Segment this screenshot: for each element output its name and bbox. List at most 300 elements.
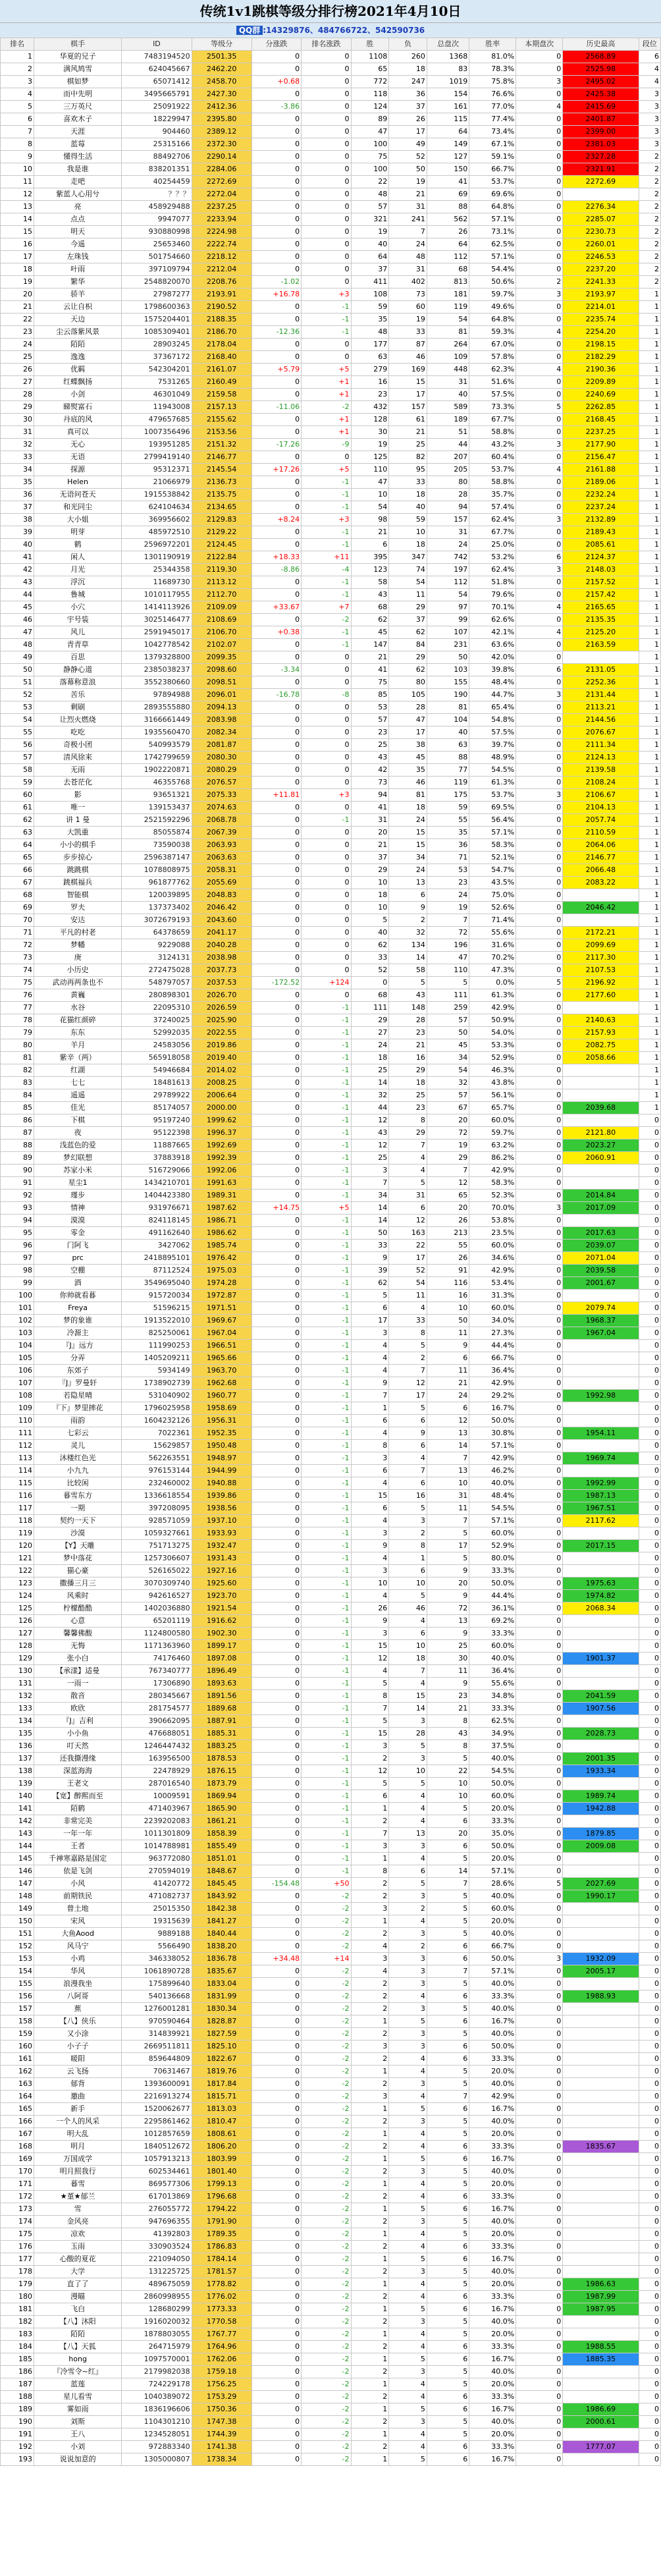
table-row[interactable] [1,188,661,201]
table-row[interactable] [1,2278,661,2291]
table-row[interactable] [1,1152,661,1165]
player-name[interactable]: 青青草 [34,639,122,651]
player-name[interactable]: 浮沉 [34,576,122,589]
player-name[interactable]: 平凡的村老 [34,927,122,939]
table-row[interactable] [1,1552,661,1565]
table-row[interactable] [1,1953,661,1965]
table-row[interactable] [1,2241,661,2253]
player-name[interactable]: ★堇★郁兰 [34,2191,122,2203]
table-row[interactable] [1,902,661,914]
player-name[interactable]: 邀曲 [34,2091,122,2103]
column-header-id[interactable]: ID [122,38,192,51]
table-row[interactable] [1,1540,661,1552]
table-row[interactable] [1,789,661,802]
table-row[interactable] [1,213,661,226]
table-row[interactable] [1,339,661,351]
player-name[interactable]: 蓝莓 [34,138,122,151]
player-name[interactable]: 沙漠 [34,1527,122,1540]
column-header-level[interactable]: 段位 [639,38,660,51]
column-header-wins[interactable]: 胜 [351,38,389,51]
player-name[interactable]: 让烈火燃烧 [34,714,122,726]
player-name[interactable]: 走吧 [34,176,122,188]
player-name[interactable]: 无心 [34,439,122,451]
table-row[interactable] [1,138,661,151]
table-row[interactable] [1,2028,661,2041]
table-row[interactable] [1,426,661,439]
player-name[interactable]: 小鸡 [34,1953,122,1965]
table-row[interactable] [1,2116,661,2128]
player-name[interactable]: 静静心道 [34,664,122,676]
table-row[interactable] [1,939,661,952]
table-row[interactable] [1,1014,661,1027]
table-row[interactable] [1,2153,661,2166]
table-row[interactable] [1,1628,661,1640]
table-row[interactable] [1,226,661,238]
player-name[interactable]: 棋如梦 [34,76,122,88]
table-row[interactable] [1,2053,661,2066]
player-name[interactable]: 满风鸠雪 [34,63,122,76]
table-row[interactable] [1,777,661,789]
table-row[interactable] [1,401,661,414]
table-row[interactable] [1,1252,661,1265]
player-name[interactable]: 蕉 [34,2003,122,2015]
table-row[interactable] [1,2403,661,2416]
column-header-period-games[interactable]: 本期盘次 [516,38,563,51]
table-row[interactable] [1,2378,661,2391]
player-name[interactable]: 小剑 [34,389,122,401]
player-name[interactable]: 喜欢木子 [34,113,122,126]
player-name[interactable]: 影 [34,789,122,802]
player-name[interactable]: 王八 [34,2428,122,2441]
table-row[interactable] [1,2341,661,2353]
table-row[interactable] [1,964,661,977]
player-name[interactable]: 明芽 [34,526,122,539]
player-name[interactable]: 小穴 [34,601,122,614]
player-name[interactable]: 飞白 [34,2303,122,2316]
player-name[interactable]: 夜 [34,1127,122,1139]
player-name[interactable]: 清风徐来 [34,752,122,764]
table-row[interactable] [1,351,661,364]
table-row[interactable] [1,1665,661,1678]
player-name[interactable]: 凉欢 [34,2228,122,2241]
table-row[interactable] [1,1102,661,1114]
player-name[interactable]: 云飞扬 [34,2066,122,2078]
player-name[interactable]: 东郊子 [34,1365,122,1377]
table-row[interactable] [1,2316,661,2328]
player-name[interactable]: 梦的象谁 [34,1315,122,1327]
player-name[interactable]: 七七 [34,1077,122,1089]
player-name[interactable]: 梦幻联想 [34,1152,122,1165]
table-row[interactable] [1,1240,661,1252]
column-header-rank-change[interactable]: 排名涨跌 [302,38,351,51]
table-row[interactable] [1,651,661,664]
player-name[interactable]: 【Y】天雕 [34,1540,122,1552]
player-name[interactable]: 小历史 [34,964,122,977]
player-name[interactable]: 酒 [34,1277,122,1290]
player-name[interactable]: 还我撕漫缘 [34,1753,122,1765]
player-name[interactable]: 玉雨 [34,2241,122,2253]
player-name[interactable]: 非常完美 [34,1815,122,1828]
table-row[interactable] [1,514,661,526]
table-row[interactable] [1,1465,661,1477]
player-name[interactable]: 心意 [34,1615,122,1628]
table-row[interactable] [1,389,661,401]
player-name[interactable]: 闲人 [34,551,122,564]
player-name[interactable]: 唯一 [34,802,122,814]
player-name[interactable]: 大学 [34,2266,122,2278]
player-name[interactable]: 奇极小团 [34,739,122,752]
player-name[interactable]: 散音 [34,1690,122,1703]
player-name[interactable]: 漫瞄 [34,2291,122,2303]
player-name[interactable]: 三万英尺 [34,101,122,113]
table-row[interactable] [1,2015,661,2028]
player-name[interactable]: 浅蓝色的爱 [34,1139,122,1152]
table-row[interactable] [1,689,661,701]
player-name[interactable]: 亮 [34,201,122,213]
player-name[interactable]: 宋风 [34,1915,122,1928]
table-row[interactable] [1,1089,661,1102]
table-row[interactable] [1,1327,661,1340]
player-name[interactable]: 步步掠心 [34,852,122,864]
player-name[interactable]: 风儿 [34,626,122,639]
table-row[interactable] [1,451,661,464]
player-name[interactable]: 无雨 [34,764,122,777]
player-name[interactable]: 猫心豪 [34,1565,122,1577]
table-row[interactable] [1,1227,661,1240]
player-name[interactable]: 柠檬酷酷 [34,1603,122,1615]
table-row[interactable] [1,952,661,964]
player-name[interactable]: 又小涂 [34,2028,122,2041]
table-row[interactable] [1,2266,661,2278]
player-name[interactable]: 【承漾】适曼 [34,1665,122,1678]
table-row[interactable] [1,2216,661,2228]
player-name[interactable]: 暮雪 [34,2178,122,2191]
table-row[interactable] [1,501,661,514]
table-row[interactable] [1,1390,661,1402]
player-name[interactable]: 百思 [34,651,122,664]
table-row[interactable] [1,101,661,113]
player-name[interactable]: 暖阳 [34,2053,122,2066]
table-row[interactable] [1,1440,661,1452]
player-name[interactable]: 点点 [34,213,122,226]
column-header-losses[interactable]: 负 [389,38,427,51]
player-name[interactable]: 宇号装 [34,614,122,626]
table-row[interactable] [1,852,661,864]
table-row[interactable] [1,1002,661,1014]
player-name[interactable]: 小子子 [34,2041,122,2053]
player-name[interactable]: 【八】天狐 [34,2341,122,2353]
player-name[interactable]: 一期 [34,1502,122,1515]
player-name[interactable]: 天边 [34,314,122,326]
table-row[interactable] [1,1039,661,1052]
table-row[interactable] [1,1603,661,1615]
table-row[interactable] [1,2366,661,2378]
player-name[interactable]: 睇熨富石 [34,401,122,414]
player-name[interactable]: 大小姐 [34,514,122,526]
table-row[interactable] [1,1502,661,1515]
player-name[interactable]: 直了了 [34,2278,122,2291]
player-name[interactable]: 『J』罗曼轩 [34,1377,122,1390]
player-name[interactable]: 一个人的风采 [34,2116,122,2128]
player-name[interactable]: 门阿飞 [34,1240,122,1252]
player-name[interactable]: 遥遥 [34,1089,122,1102]
player-name[interactable]: 东东 [34,1027,122,1039]
player-name[interactable]: 鲁城 [34,589,122,601]
table-row[interactable] [1,1590,661,1603]
table-row[interactable] [1,2078,661,2091]
table-row[interactable] [1,752,661,764]
table-row[interactable] [1,526,661,539]
table-row[interactable] [1,1415,661,1427]
player-name[interactable]: 风马宁 [34,1940,122,1953]
table-row[interactable] [1,2203,661,2216]
player-name[interactable]: 刘斯 [34,2416,122,2428]
player-name[interactable]: 前期铁民 [34,1890,122,1903]
table-row[interactable] [1,1165,661,1177]
player-name[interactable]: 星儿看雪 [34,2391,122,2403]
player-name[interactable]: 馨馨佛酸 [34,1628,122,1640]
table-row[interactable] [1,288,661,301]
player-name[interactable]: 『下』梦里摔花 [34,1402,122,1415]
table-row[interactable] [1,1965,661,1978]
player-name[interactable]: 『J』远方 [34,1340,122,1352]
table-row[interactable] [1,2103,661,2116]
player-name[interactable]: 明月照我行 [34,2166,122,2178]
table-row[interactable] [1,238,661,251]
player-name[interactable]: 若隐星晴 [34,1390,122,1402]
player-name[interactable]: 罗夫 [34,902,122,914]
table-row[interactable] [1,564,661,576]
table-row[interactable] [1,1790,661,1803]
column-header-score-change[interactable]: 分涨跌 [251,38,301,51]
player-name[interactable]: Helen [34,476,122,489]
table-row[interactable] [1,1177,661,1190]
player-name[interactable]: 紫蓝人心用兮 [34,188,122,201]
table-row[interactable] [1,601,661,614]
player-name[interactable]: 暮雪东方 [34,1490,122,1502]
table-row[interactable] [1,1202,661,1215]
player-name[interactable]: 零金 [34,1227,122,1240]
table-row[interactable] [1,1265,661,1277]
table-row[interactable] [1,2191,661,2203]
player-name[interactable]: 跳棋福兵 [34,877,122,889]
player-name[interactable]: 新手 [34,2103,122,2116]
table-row[interactable] [1,276,661,288]
table-row[interactable] [1,1064,661,1077]
player-name[interactable]: 月光 [34,564,122,576]
player-name[interactable]: 佳光 [34,1102,122,1114]
table-row[interactable] [1,301,661,314]
player-name[interactable]: 小九九 [34,1465,122,1477]
table-row[interactable] [1,2453,661,2466]
player-name[interactable]: 曾土地 [34,1903,122,1915]
table-row[interactable] [1,701,661,714]
player-name[interactable]: 小小鱼 [34,1728,122,1740]
table-row[interactable] [1,1903,661,1915]
player-name[interactable]: 金风亮 [34,2216,122,2228]
player-name[interactable]: 无语 [34,451,122,464]
table-row[interactable] [1,63,661,76]
player-name[interactable]: 红蝶飘扬 [34,376,122,389]
player-name[interactable]: 比较闲 [34,1477,122,1490]
player-name[interactable]: 落幕称意浪 [34,676,122,689]
table-row[interactable] [1,314,661,326]
player-name[interactable]: 情神 [34,1202,122,1215]
table-row[interactable] [1,76,661,88]
player-name[interactable]: 契约一天下 [34,1515,122,1527]
player-name[interactable]: 武动再两条也不 [34,977,122,989]
player-name[interactable]: 『冷雪令~红』 [34,2366,122,2378]
player-name[interactable]: 去苍茫化 [34,777,122,789]
table-row[interactable] [1,626,661,639]
table-row[interactable] [1,113,661,126]
player-name[interactable]: 蓝莲 [34,2378,122,2391]
table-row[interactable] [1,1477,661,1490]
player-name[interactable]: 小小的棋手 [34,839,122,852]
player-name[interactable]: 梦中落花 [34,1552,122,1565]
table-row[interactable] [1,2178,661,2191]
table-row[interactable] [1,2091,661,2103]
table-row[interactable] [1,1577,661,1590]
table-row[interactable] [1,827,661,839]
table-row[interactable] [1,814,661,827]
player-name[interactable]: 明天 [34,226,122,238]
player-name[interactable]: 【八】侠乐 [34,2015,122,2028]
player-name[interactable]: 千禅寒嘉路是国定 [34,1853,122,1865]
table-row[interactable] [1,1302,661,1315]
table-row[interactable] [1,1940,661,1953]
table-row[interactable] [1,2303,661,2316]
player-name[interactable]: 灵儿 [34,1440,122,1452]
player-name[interactable]: 明大乱 [34,2128,122,2141]
player-name[interactable]: 大凯重 [34,827,122,839]
table-row[interactable] [1,1928,661,1940]
table-row[interactable] [1,2066,661,2078]
table-row[interactable] [1,1139,661,1152]
player-name[interactable]: 星尘1 [34,1177,122,1190]
table-row[interactable] [1,1215,661,1227]
table-row[interactable] [1,1890,661,1903]
player-name[interactable]: 八阿哥 [34,1990,122,2003]
player-name[interactable]: 叶雨 [34,263,122,276]
player-name[interactable]: prc [34,1252,122,1265]
table-row[interactable] [1,1452,661,1465]
table-row[interactable] [1,739,661,752]
table-row[interactable] [1,439,661,451]
table-row[interactable] [1,539,661,551]
player-name[interactable]: 华夏的兄子 [34,51,122,63]
table-row[interactable] [1,1740,661,1753]
player-name[interactable]: 真可以 [34,426,122,439]
player-name[interactable]: 苦乐 [34,689,122,701]
table-row[interactable] [1,1402,661,1415]
column-header-score[interactable]: 等级分 [192,38,251,51]
table-row[interactable] [1,839,661,852]
table-row[interactable] [1,2041,661,2053]
player-name[interactable]: 逸逸 [34,351,122,364]
table-row[interactable] [1,163,661,176]
table-row[interactable] [1,714,661,726]
player-name[interactable]: 丹底的风 [34,414,122,426]
table-row[interactable] [1,1978,661,1990]
table-row[interactable] [1,802,661,814]
player-name[interactable]: 探源 [34,464,122,476]
player-name[interactable]: 欧欣 [34,1703,122,1715]
player-name[interactable]: 风乘时 [34,1590,122,1603]
player-name[interactable]: 华风 [34,1965,122,1978]
table-row[interactable] [1,1527,661,1540]
player-name[interactable]: 陌陌 [34,339,122,351]
table-row[interactable] [1,1565,661,1577]
column-header-total-games[interactable]: 总盘次 [427,38,469,51]
player-name[interactable]: 郁背 [34,2078,122,2091]
table-row[interactable] [1,1340,661,1352]
table-row[interactable] [1,1803,661,1815]
table-row[interactable] [1,1352,661,1365]
player-name[interactable]: 撒播三月三 [34,1577,122,1590]
table-row[interactable] [1,2291,661,2303]
table-row[interactable] [1,1853,661,1865]
table-row[interactable] [1,88,661,101]
player-name[interactable]: 依是飞剑 [34,1865,122,1878]
table-row[interactable] [1,2353,661,2366]
table-row[interactable] [1,126,661,138]
player-name[interactable]: 陌陌 [34,2328,122,2341]
player-name[interactable]: 瑾步 [34,1190,122,1202]
player-name[interactable]: 水谷 [34,1002,122,1014]
table-row[interactable] [1,364,661,376]
player-name[interactable]: 王者 [34,1840,122,1853]
table-row[interactable] [1,639,661,651]
table-row[interactable] [1,1878,661,1890]
player-name[interactable]: 万国成学 [34,2153,122,2166]
table-row[interactable] [1,864,661,877]
table-row[interactable] [1,2228,661,2241]
table-row[interactable] [1,2416,661,2428]
table-row[interactable] [1,2128,661,2141]
column-header-historical-best[interactable]: 历史最高 [563,38,639,51]
table-row[interactable] [1,1077,661,1089]
column-header-player[interactable]: 棋手 [34,38,122,51]
table-row[interactable] [1,889,661,902]
table-row[interactable] [1,1427,661,1440]
player-name[interactable]: 云让自枳 [34,301,122,314]
table-row[interactable] [1,1027,661,1039]
player-name[interactable]: 陌鹤 [34,1803,122,1815]
table-row[interactable] [1,614,661,626]
table-row[interactable] [1,151,661,163]
player-name[interactable]: 雪 [34,2203,122,2216]
player-name[interactable]: 无悔 [34,1640,122,1653]
table-row[interactable] [1,251,661,263]
player-name[interactable]: 跳跳棋 [34,864,122,877]
table-row[interactable] [1,489,661,501]
player-name[interactable]: 羊月 [34,1039,122,1052]
table-row[interactable] [1,476,661,489]
player-name[interactable]: 王老文 [34,1778,122,1790]
table-row[interactable] [1,1828,661,1840]
player-name[interactable]: 『J』吉利 [34,1715,122,1728]
table-row[interactable] [1,1114,661,1127]
player-name[interactable]: 安达 [34,914,122,927]
table-row[interactable] [1,977,661,989]
player-name[interactable]: 冷源主 [34,1327,122,1340]
player-name[interactable]: 左珠钱 [34,251,122,263]
player-name[interactable]: 雾如雨 [34,2403,122,2416]
table-row[interactable] [1,1690,661,1703]
table-row[interactable] [1,2141,661,2153]
table-row[interactable] [1,414,661,426]
